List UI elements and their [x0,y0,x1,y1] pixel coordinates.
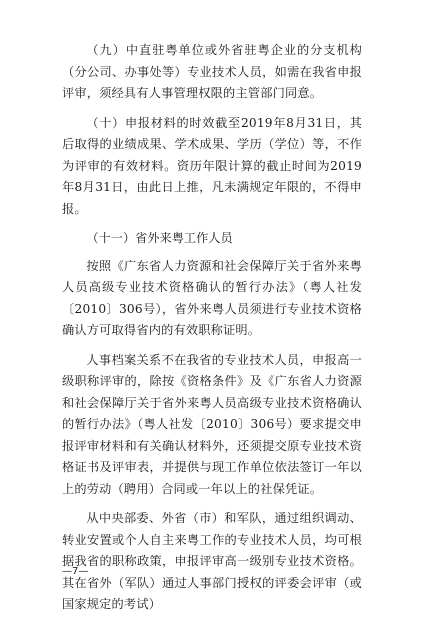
paragraph-item-11c: 从中央部委、外省（市）和军队，通过组织调动、转业安置或个人自主来粤工作的专业技术人员，均可根据我省的职称政策，申报评审高一级别专业技术资格。其在省外（军队）通过人事部门授权的评委会评审（或国家规定的考试） [62,511,362,611]
paragraph-item-11b: 人事档案关系不在我省的专业技术人员，申报高一级职称评审的，除按《资格条件》及《广东省人力资源和社会保障厅关于省外来粤人员高级专业技术资格确认的暂行办法》（粤人社发〔2010〕306号）要求提交申报评审材料和有关确认材料外，还须提交原专业技术资格证书及评审表，并提供与现工作单位依法签订一年以上的劳动（聘用）合同或一年以上的社保凭证。 [62,352,362,496]
section-heading-11: （十一）省外来粤工作人员 [86,231,233,245]
paragraph-item-9: （九）中直驻粤单位或外省驻粤企业的分支机构（分公司、办事处等）专业技术人员，如需在我省申报评审，须经具有人事管理权限的主管部门同意。 [62,43,362,100]
paragraph-item-10: （十）申报材料的时效截至2019年8月31日，其后取得的业绩成果、学术成果、学历（学位）等，不作为评审的有效材料。资历年限计算的截止时间为2019年8月31日，由此日上推，凡未满规定年限的，不得申报。 [62,115,362,216]
paragraph-item-11a: 按照《广东省人力资源和社会保障厅关于省外来粤人员高级专业技术资格确认的暂行办法》（粤人社发〔2010〕306号），省外来粤人员须进行专业技术资格确认方可取得省内的有效职称证明。 [62,258,362,337]
page-number: —7— [62,566,89,577]
document-page [62,40,362,624]
